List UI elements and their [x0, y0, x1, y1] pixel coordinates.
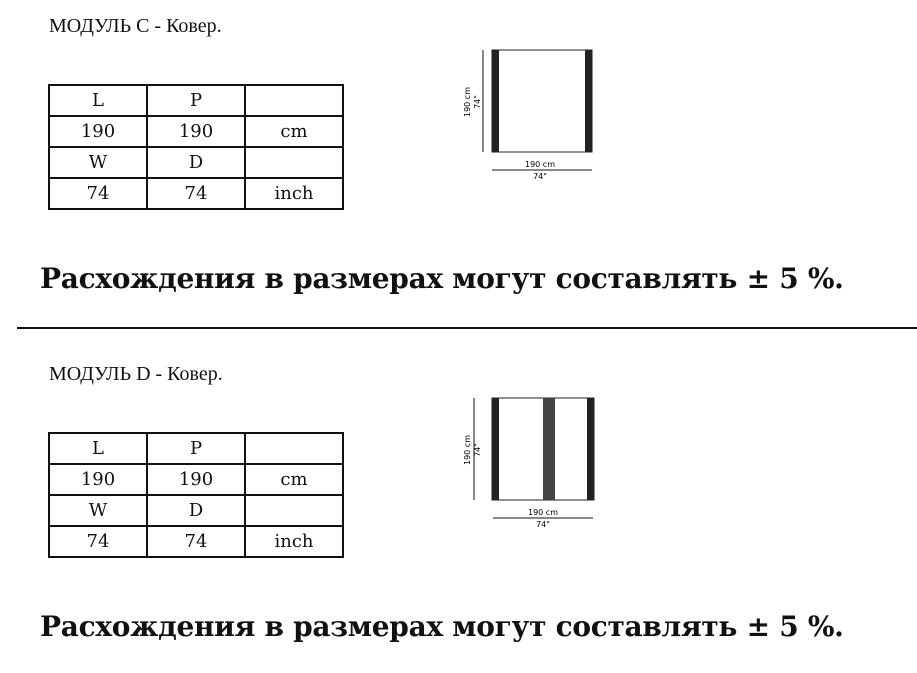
table-cell: [245, 85, 343, 116]
table-cell: D: [147, 495, 245, 526]
height-cm-label: 190 cm: [463, 434, 472, 466]
table-cell: W: [49, 495, 147, 526]
dimensions-table: [48, 432, 344, 558]
size-tolerance-note: Расхождения в размерах могут составлять ± 5 %.: [40, 262, 844, 295]
table-cell: 74: [147, 178, 245, 209]
dimensions-table: [48, 84, 344, 210]
size-tolerance-note: Расхождения в размерах могут составлять ± 5 %.: [40, 610, 844, 643]
table-cell: 190: [147, 464, 245, 495]
rug-center-band: [543, 398, 555, 500]
table-cell: 190: [49, 116, 147, 147]
table-cell: [245, 433, 343, 464]
table-row: [49, 526, 343, 557]
width-inch-label: 74": [536, 520, 550, 529]
table-cell: D: [147, 147, 245, 178]
table-cell: inch: [245, 178, 343, 209]
rug-left-band: [492, 398, 499, 500]
section-divider: [17, 327, 917, 329]
width-inch-label: 74": [533, 172, 547, 181]
table-cell: [245, 495, 343, 526]
table-cell: cm: [245, 464, 343, 495]
width-cm-label: 190 cm: [524, 160, 556, 169]
height-inch-label: 74": [473, 95, 482, 109]
table-cell: 74: [49, 178, 147, 209]
table-row: [49, 116, 343, 147]
module-title: МОДУЛЬ D - Ковер.: [49, 363, 223, 385]
rug-c-drawing: [455, 40, 615, 190]
table-cell: 190: [49, 464, 147, 495]
table-cell: L: [49, 433, 147, 464]
height-cm-label: 190 cm: [463, 86, 472, 118]
rug-right-band: [585, 50, 592, 152]
table-row: [49, 495, 343, 526]
table-cell: cm: [245, 116, 343, 147]
table-row: [49, 464, 343, 495]
rug-right-band: [587, 398, 594, 500]
rug-d-drawing: [455, 388, 615, 538]
table-row: [49, 85, 343, 116]
rug-left-band: [492, 50, 499, 152]
table-cell: inch: [245, 526, 343, 557]
width-cm-label: 190 cm: [527, 508, 559, 517]
table-cell: 74: [147, 526, 245, 557]
rug-outline: [492, 50, 592, 152]
table-row: [49, 178, 343, 209]
table-cell: 190: [147, 116, 245, 147]
table-cell: W: [49, 147, 147, 178]
table-row: [49, 433, 343, 464]
table-cell: [245, 147, 343, 178]
table-cell: P: [147, 433, 245, 464]
table-cell: L: [49, 85, 147, 116]
table-row: [49, 147, 343, 178]
height-inch-label: 74": [473, 443, 482, 457]
module-title: МОДУЛЬ C - Ковер.: [49, 15, 222, 37]
table-cell: P: [147, 85, 245, 116]
table-cell: 74: [49, 526, 147, 557]
